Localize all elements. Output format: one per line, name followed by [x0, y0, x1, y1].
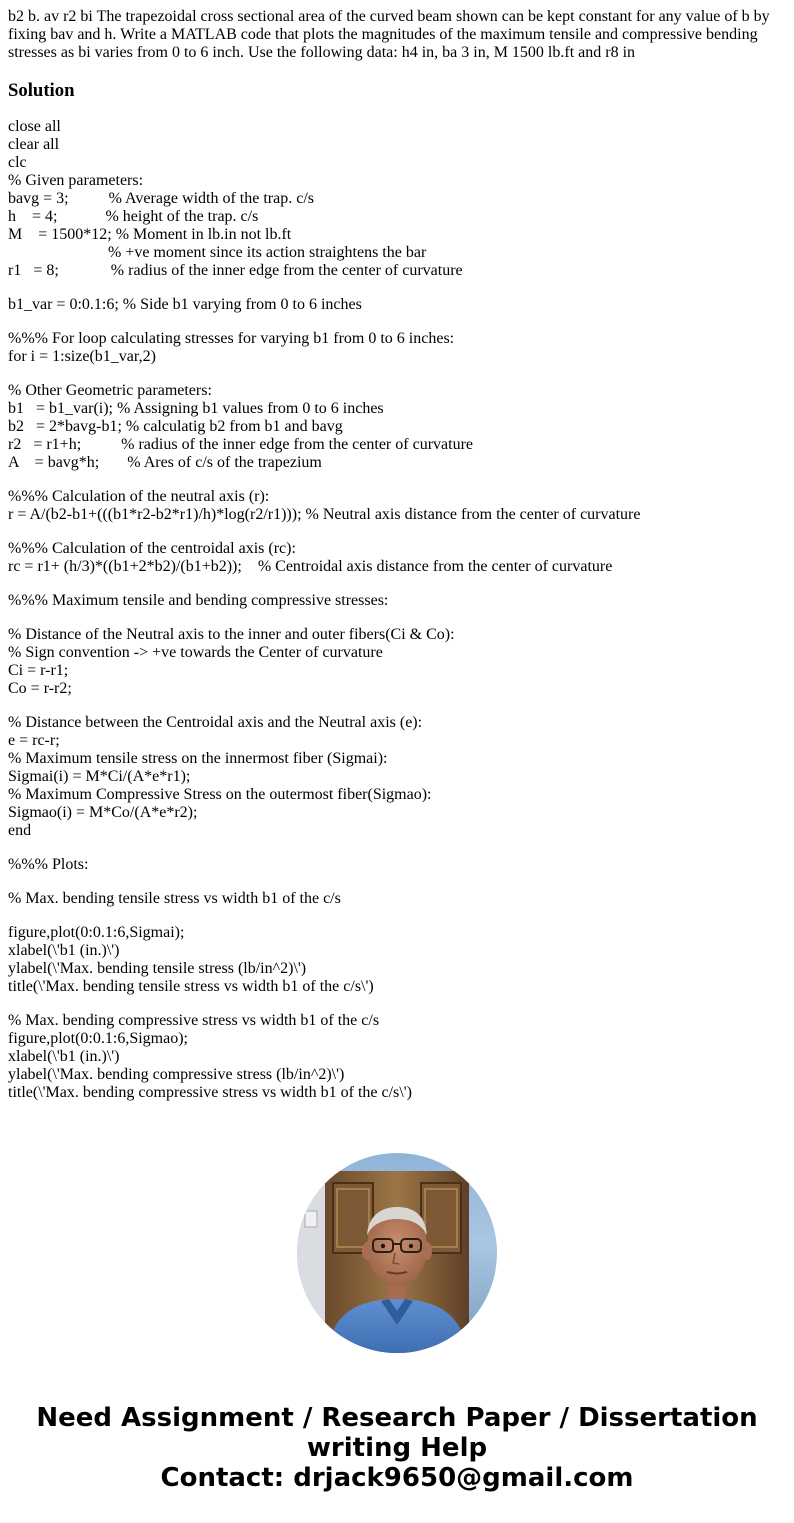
code-paragraph — [8, 592, 786, 610]
code-line: r1 = 8; % radius of the inner edge from the center of curvature — [8, 262, 463, 279]
footer-line-1: Need Assignment / Research Paper / Dissertation — [36, 1403, 758, 1433]
question-text: b2 b. av r2 bi The trapezoidal cross sectional area of the curved beam shown can be kept constant for any value of b by fixing bav and h. Write a MATLAB code that plots the magnitudes of the maximum tensile and compressive bending stresses as bi varies from 0 to 6 inch. Use the following data: h4 in, ba 3 in, M 1500 lb.ft and r8 in — [8, 8, 770, 61]
code-line: b1_var = 0:0.1:6; % Side b1 varying from 0 to 6 inches — [8, 296, 362, 313]
code-paragraph — [8, 890, 786, 908]
code-line: clc — [8, 154, 27, 171]
code-line: b2 = 2*bavg-b1; % calculatig b2 from b1 and bavg — [8, 418, 343, 435]
code-line: bavg = 3; % Average width of the trap. c/s — [8, 190, 314, 207]
code-line: e = rc-r; — [8, 732, 60, 749]
footer-email: Contact: drjack9650@gmail.com — [160, 1463, 634, 1493]
code-paragraph — [8, 540, 786, 576]
code-line: % Distance of the Neutral axis to the inner and outer fibers(Ci & Co): — [8, 626, 455, 643]
code-line: Co = r-r2; — [8, 680, 72, 697]
footer-contact — [0, 1403, 794, 1493]
code-line: figure,plot(0:0.1:6,Sigmai); — [8, 924, 185, 941]
code-line: clear all — [8, 136, 60, 153]
matlab-code — [8, 118, 786, 1102]
code-paragraph — [8, 924, 786, 996]
code-line: % +ve moment since its action straightens the bar — [8, 244, 427, 261]
code-line: title(\'Max. bending tensile stress vs width b1 of the c/s\') — [8, 978, 374, 995]
avatar — [297, 1153, 497, 1353]
code-line: Sigmao(i) = M*Co/(A*e*r2); — [8, 804, 198, 821]
code-paragraph — [8, 1012, 786, 1102]
person-photo-icon — [297, 1153, 497, 1353]
code-line: %%% For loop calculating stresses for varying b1 from 0 to 6 inches: — [8, 330, 455, 347]
solution-heading: Solution — [8, 80, 75, 101]
code-paragraph — [8, 330, 786, 366]
code-line: r2 = r1+h; % radius of the inner edge from the center of curvature — [8, 436, 473, 453]
code-paragraph — [8, 118, 786, 280]
code-line: ylabel(\'Max. bending tensile stress (lb/in^2)\') — [8, 960, 307, 977]
code-line: % Maximum Compressive Stress on the outermost fiber(Sigmao): — [8, 786, 432, 803]
code-paragraph — [8, 382, 786, 472]
code-line: title(\'Max. bending compressive stress vs width b1 of the c/s\') — [8, 1084, 412, 1101]
code-line: end — [8, 822, 32, 839]
code-line: % Sign convention -> +ve towards the Center of curvature — [8, 644, 383, 661]
code-line: figure,plot(0:0.1:6,Sigmao); — [8, 1030, 188, 1047]
code-line: A = bavg*h; % Ares of c/s of the trapezium — [8, 454, 322, 471]
code-line: % Distance between the Centroidal axis and the Neutral axis (e): — [8, 714, 423, 731]
code-line: % Maximum tensile stress on the innermost fiber (Sigmai): — [8, 750, 388, 767]
code-line: %%% Maximum tensile and bending compressive stresses: — [8, 592, 389, 609]
code-line: xlabel(\'b1 (in.)\') — [8, 942, 120, 959]
code-line: close all — [8, 118, 61, 135]
code-line: h = 4; % height of the trap. c/s — [8, 208, 259, 225]
code-line: % Max. bending tensile stress vs width b1 of the c/s — [8, 890, 341, 907]
code-line: Sigmai(i) = M*Ci/(A*e*r1); — [8, 768, 191, 785]
document — [8, 8, 786, 1118]
code-paragraph — [8, 626, 786, 698]
code-line: % Max. bending compressive stress vs width b1 of the c/s — [8, 1012, 380, 1029]
code-line: %%% Calculation of the neutral axis (r): — [8, 488, 270, 505]
code-line: M = 1500*12; % Moment in lb.in not lb.ft — [8, 226, 292, 243]
code-paragraph — [8, 856, 786, 874]
code-line: % Given parameters: — [8, 172, 144, 189]
code-line: ylabel(\'Max. bending compressive stress (lb/in^2)\') — [8, 1066, 345, 1083]
code-line: xlabel(\'b1 (in.)\') — [8, 1048, 120, 1065]
code-line: rc = r1+ (h/3)*((b1+2*b2)/(b1+b2)); % Centroidal axis distance from the center of curvature — [8, 558, 613, 575]
code-paragraph — [8, 488, 786, 524]
code-paragraph — [8, 714, 786, 840]
footer-line-2: writing Help — [306, 1433, 488, 1463]
code-line: %%% Calculation of the centroidal axis (rc): — [8, 540, 296, 557]
code-line: for i = 1:size(b1_var,2) — [8, 348, 156, 365]
code-line: %%% Plots: — [8, 856, 89, 873]
code-line: Ci = r-r1; — [8, 662, 69, 679]
code-line: r = A/(b2-b1+(((b1*r2-b2*r1)/h)*log(r2/r1))); % Neutral axis distance from the center of curvature — [8, 506, 641, 523]
code-line: b1 = b1_var(i); % Assigning b1 values from 0 to 6 inches — [8, 400, 384, 417]
code-paragraph — [8, 296, 786, 314]
code-line: % Other Geometric parameters: — [8, 382, 212, 399]
